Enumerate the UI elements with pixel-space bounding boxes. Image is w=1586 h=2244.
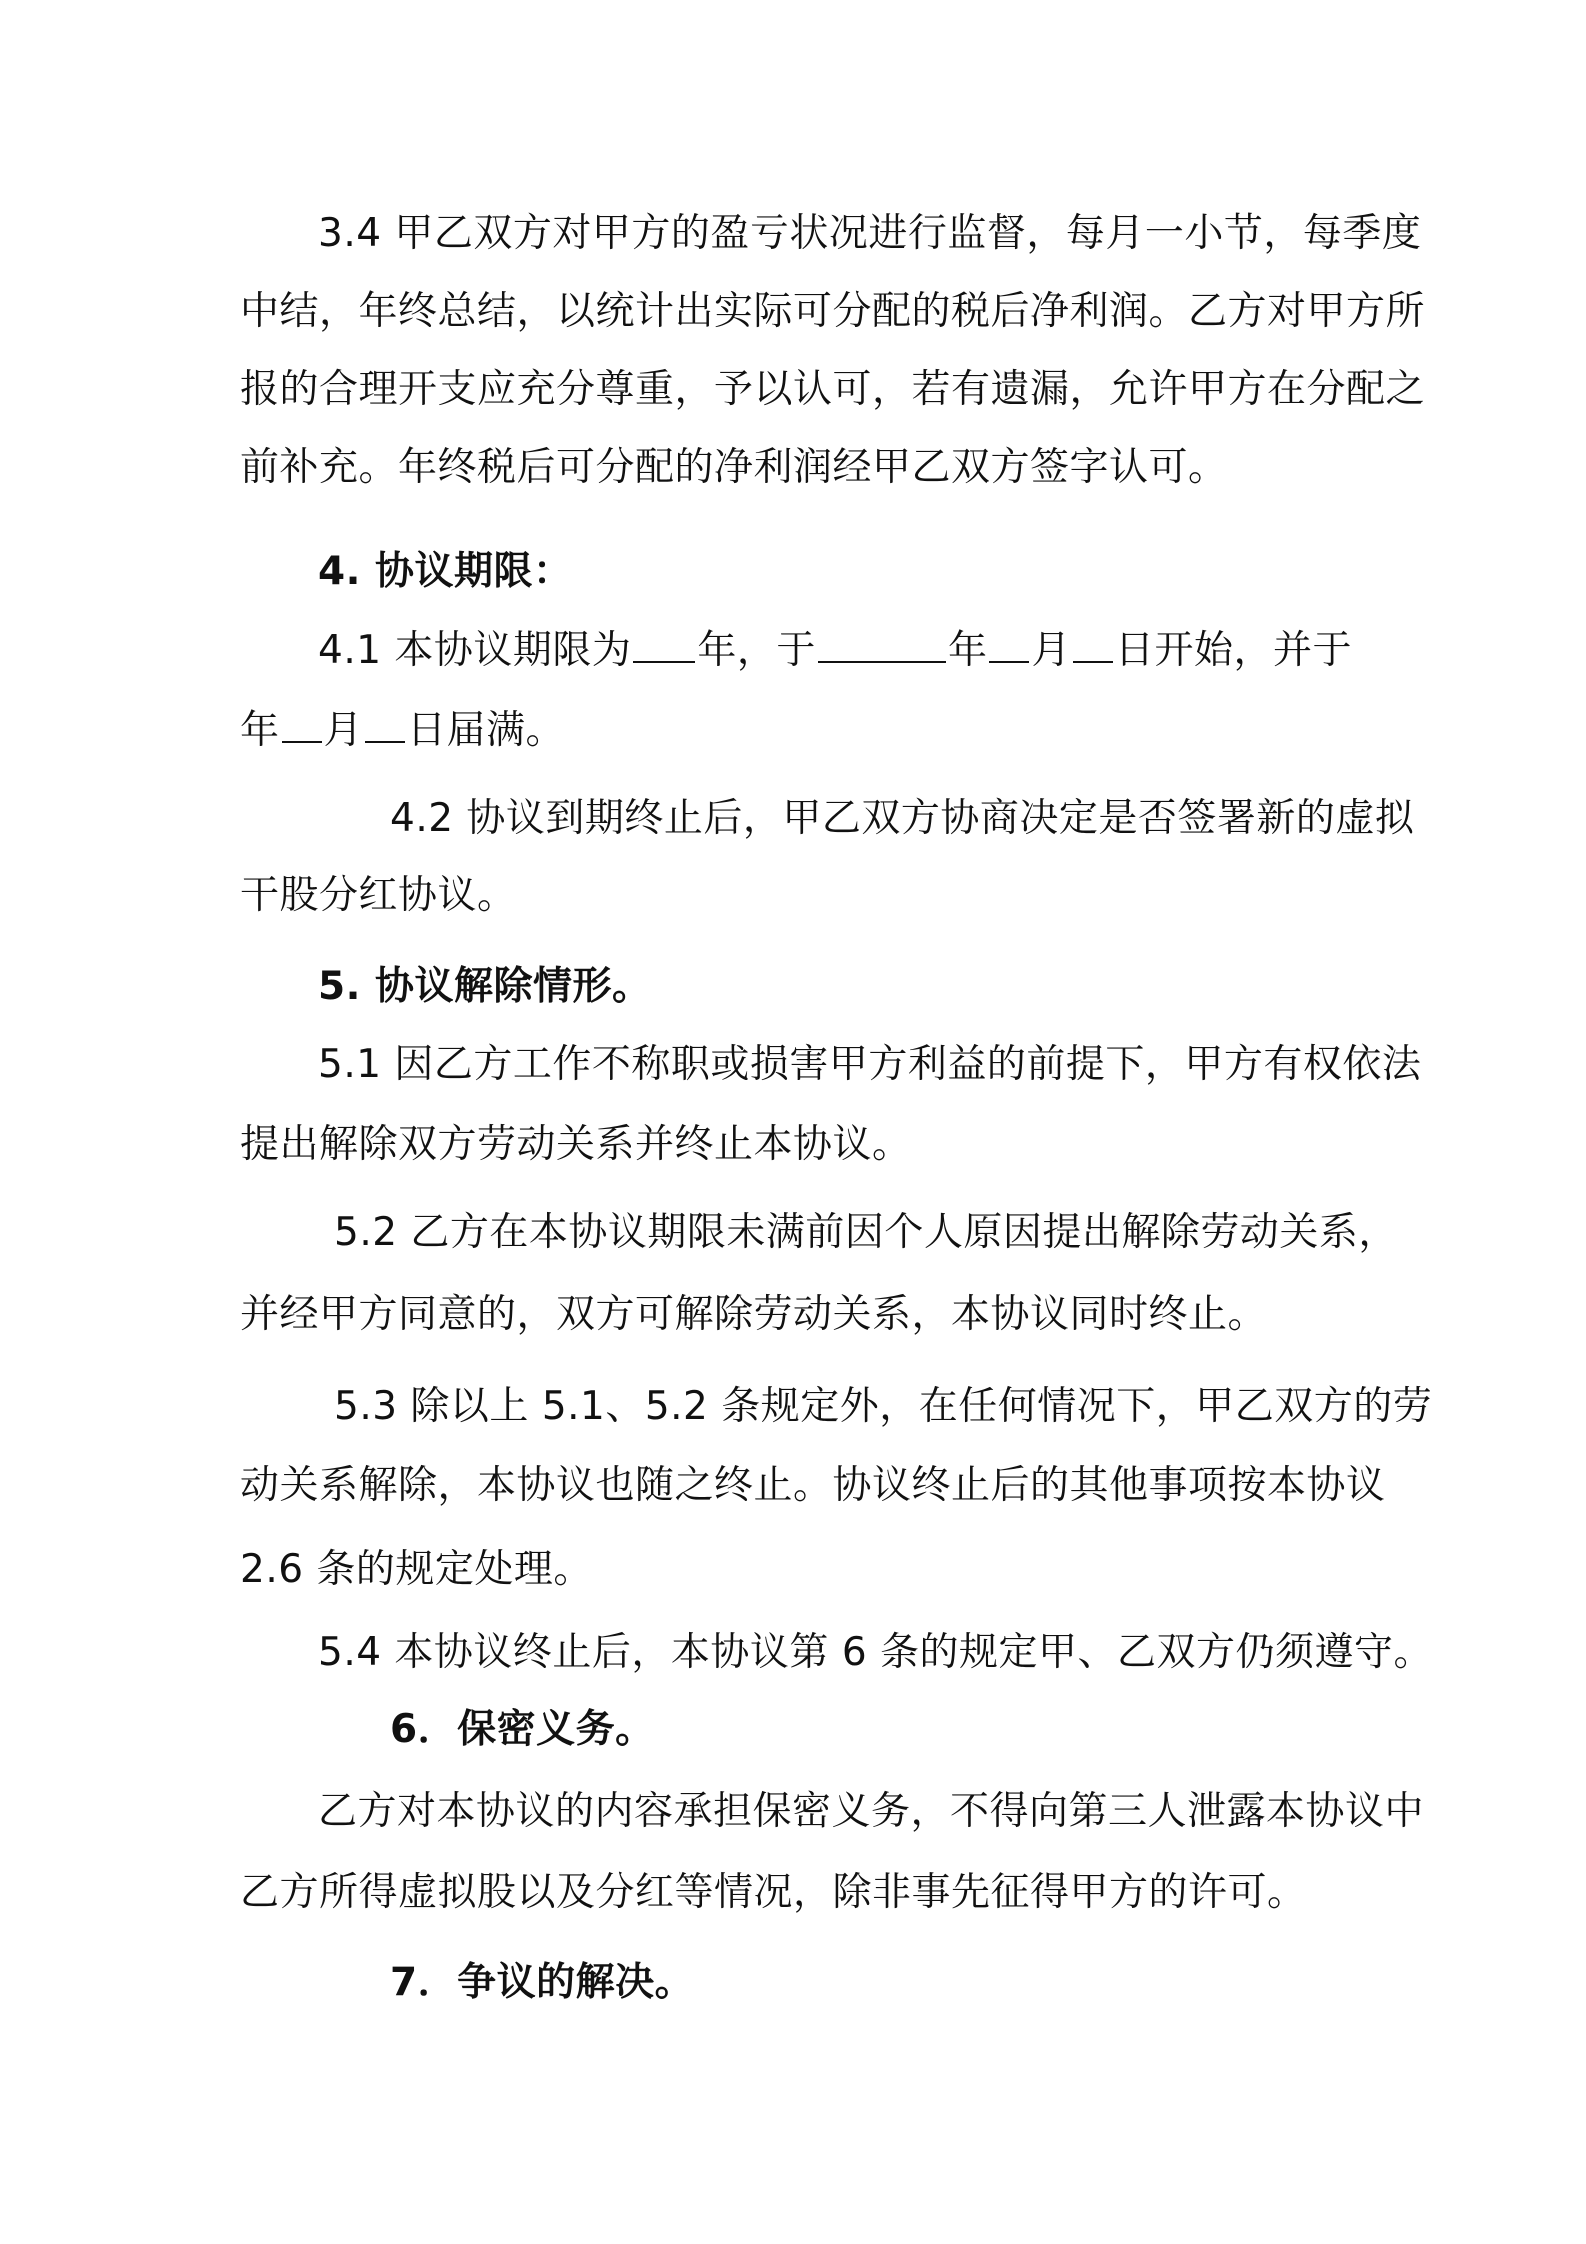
clause-4-1-line-2 — [240, 706, 1360, 756]
clause-3-4-line-1: 3.4 甲乙双方对甲方的盈亏状况进行监督，每月一小节，每季度 — [318, 211, 1422, 256]
clause-3-4-line-4: 前补充。年终税后可分配的净利润经甲乙双方签字认可。 — [240, 445, 1228, 490]
clause-5-3-line-2: 动关系解除，本协议也随之终止。协议终止后的其他事项按本协议 — [240, 1463, 1386, 1508]
clause-3-4-line-2: 中结，年终总结，以统计出实际可分配的税后净利润。乙方对甲方所 — [240, 289, 1426, 334]
clause-5-1-line-2: 提出解除双方劳动关系并终止本协议。 — [240, 1122, 912, 1167]
clause-5-2-line-1: 5.2 乙方在本协议期限未满前因个人原因提出解除劳动关系， — [334, 1210, 1398, 1255]
clause-4-1-text-e: 日开始，并于 — [1114, 628, 1352, 673]
clause-4-2-line-2: 干股分红协议。 — [240, 873, 517, 918]
clause-4-1-text-h: 日届满。 — [407, 708, 566, 753]
start-year-blank — [818, 627, 946, 663]
section-6-heading: 6．保密义务。 — [390, 1707, 655, 1752]
term-years-blank — [633, 627, 695, 663]
section-7-heading: 7．争议的解决。 — [390, 1960, 695, 2005]
start-month-blank — [989, 627, 1029, 663]
clause-4-1-text-f: 年 — [240, 708, 280, 753]
clause-4-2-line-1: 4.2 协议到期终止后，甲乙双方协商决定是否签署新的虚拟 — [390, 796, 1415, 841]
clause-4-1-text-a: 4.1 本协议期限为 — [318, 628, 632, 673]
clause-6-line-2: 乙方所得虚拟股以及分红等情况，除非事先征得甲方的许可。 — [240, 1870, 1307, 1915]
section-4-heading: 4. 协议期限： — [318, 549, 573, 594]
start-day-blank — [1073, 627, 1113, 663]
clause-4-1-text-b: 年，于 — [697, 628, 816, 673]
clause-4-1-text-g: 月 — [323, 708, 364, 753]
clause-4-1-text-c: 年 — [947, 628, 988, 673]
clause-6-line-1: 乙方对本协议的内容承担保密义务，不得向第三人泄露本协议中 — [318, 1789, 1425, 1834]
clause-3-4-line-3: 报的合理开支应充分尊重，予以认可，若有遗漏，允许甲方在分配之 — [240, 367, 1426, 412]
clause-5-1-line-1: 5.1 因乙方工作不称职或损害甲方利益的前提下，甲方有权依法 — [318, 1042, 1422, 1087]
clause-4-1-line-1 — [318, 626, 1438, 676]
section-5-heading: 5. 协议解除情形。 — [318, 964, 652, 1009]
clause-4-1-text-d: 月 — [1031, 628, 1071, 673]
clause-5-3-line-3: 2.6 条的规定处理。 — [240, 1547, 593, 1592]
clause-5-4: 5.4 本协议终止后，本协议第 6 条的规定甲、乙双方仍须遵守。 — [318, 1630, 1434, 1675]
clause-5-3-line-1: 5.3 除以上 5.1、5.2 条规定外，在任何情况下，甲乙双方的劳 — [334, 1384, 1433, 1429]
end-month-blank — [282, 707, 322, 743]
clause-5-2-line-2: 并经甲方同意的，双方可解除劳动关系，本协议同时终止。 — [240, 1292, 1268, 1337]
end-day-blank — [365, 707, 405, 743]
